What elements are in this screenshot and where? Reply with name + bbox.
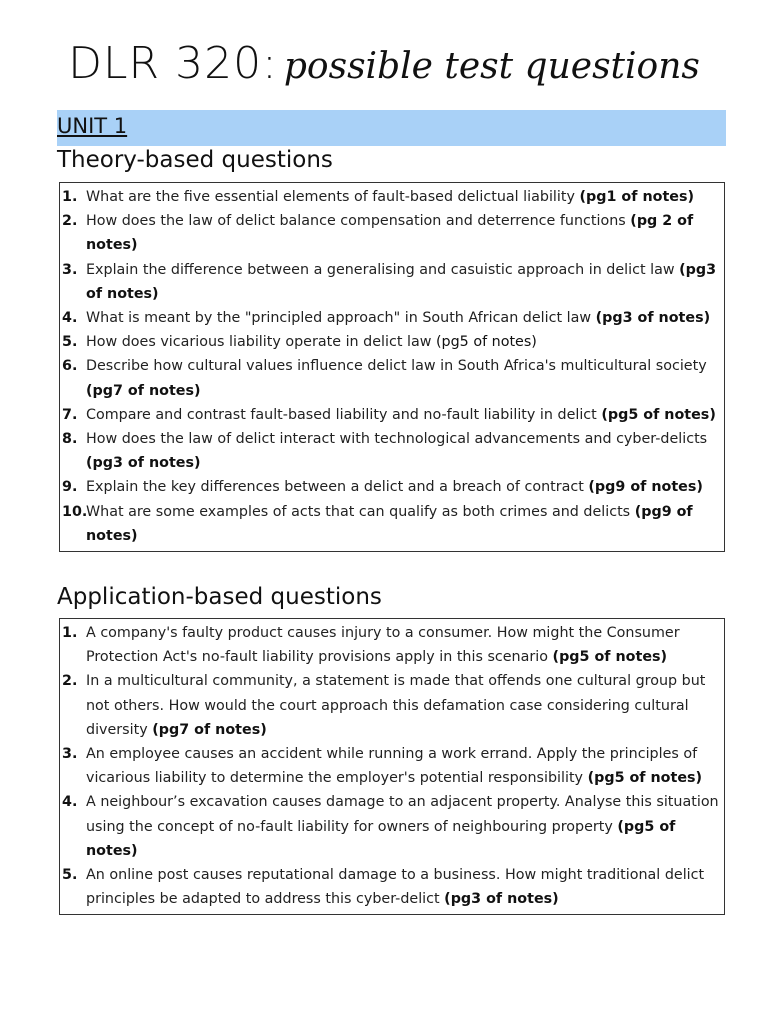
page-reference: (pg5 of notes) (552, 649, 668, 666)
item-number: 2. (62, 213, 78, 230)
page-reference: (pg5 of notes) (601, 406, 716, 423)
list-item (62, 185, 720, 209)
question-text: Explain the difference between a generalising and casuistic approach in delict law (86, 261, 680, 278)
item-number: 1. (62, 189, 78, 205)
page-reference: (pg9 of notes) (86, 503, 693, 544)
list-item (62, 863, 720, 911)
page-reference: (pg3 of notes) (444, 891, 559, 908)
item-number: 6. (62, 358, 78, 375)
question-text: What is meant by the "principled approach" in South African delict law (86, 310, 596, 327)
question-text: What are the five essential elements of fault-based delictual liability (86, 189, 580, 205)
list-item (62, 742, 720, 790)
item-number: 5. (62, 334, 78, 351)
page-reference: (pg1 of notes) (579, 189, 695, 205)
unit-label: UNIT 1 (57, 114, 128, 138)
item-number: 4. (62, 794, 78, 811)
question-text: A company's faulty product causes injury to a consumer. How might the Consumer Protection Act's no-fault liability provisions apply in this scenario (86, 625, 680, 666)
question-text: How does the law of delict balance compensation and deterrence functions (86, 213, 631, 230)
application-questions-box (59, 618, 725, 915)
question-text: An employee causes an accident while running a work errand. Apply the principles of vicarious liability to determine the employer's potential responsibility (86, 746, 698, 787)
question-text: Explain the key differences between a delict and a breach of contract (86, 479, 589, 496)
item-number: 1. (62, 625, 78, 641)
question-text: How does the law of delict interact with technological advancements and cyber-delicts (86, 431, 708, 448)
title-subtitle-script: possible test questions (283, 46, 700, 87)
page-reference: (pg 2 of notes) (86, 213, 694, 254)
page-reference: (pg5 of notes) (86, 818, 676, 859)
theory-questions-box (59, 182, 725, 552)
page-reference: (pg3 of notes) (86, 261, 717, 302)
item-number: 7. (62, 406, 78, 423)
item-number: 4. (62, 310, 78, 327)
list-item (62, 403, 720, 427)
page-reference: (pg5 of notes) (435, 334, 537, 351)
page-reference: (pg9 of notes) (588, 479, 703, 496)
application-heading: Application-based questions (57, 584, 382, 610)
question-text: Compare and contrast fault-based liability and no-fault liability in delict (86, 406, 602, 423)
theory-question-list (62, 185, 720, 548)
question-text: How does vicarious liability operate in delict law (86, 334, 436, 351)
list-item (62, 621, 720, 669)
theory-heading: Theory-based questions (57, 147, 333, 173)
unit-banner (57, 110, 726, 146)
item-number: 9. (62, 479, 78, 496)
page-title (0, 38, 768, 89)
item-number: 3. (62, 261, 78, 278)
list-item (62, 669, 720, 742)
question-text: What are some examples of acts that can qualify as both crimes and delicts (86, 503, 635, 520)
item-number: 8. (62, 431, 78, 448)
list-item (62, 354, 720, 402)
question-text: Describe how cultural values influence delict law in South Africa's multicultural society (86, 358, 707, 375)
page-reference: (pg3 of notes) (595, 310, 711, 327)
list-item (62, 330, 720, 354)
question-text: In a multicultural community, a statement is made that offends one cultural group but not others. How would the court approach this defamation case considering cultural diversity (86, 673, 706, 738)
list-item (62, 475, 720, 499)
page-reference: (pg7 of notes) (86, 382, 201, 399)
question-text: A neighbour’s excavation causes damage to an adjacent property. Analyse this situation using the concept of no-fault liability for owners of neighbouring property (86, 794, 719, 835)
page-reference: (pg3 of notes) (86, 455, 201, 472)
application-question-list (62, 621, 720, 911)
item-number: 5. (62, 867, 78, 884)
list-item (62, 209, 720, 257)
item-number: 3. (62, 746, 78, 763)
list-item (62, 790, 720, 863)
list-item (62, 427, 720, 475)
page-reference: (pg5 of notes) (587, 770, 703, 787)
page-reference: (pg7 of notes) (152, 721, 267, 738)
item-number: 2. (62, 673, 78, 690)
list-item (62, 258, 720, 306)
item-number: 10. (62, 503, 88, 520)
question-text: An online post causes reputational damage to a business. How might traditional delict principles be adapted to address this cyber-delict (86, 867, 705, 908)
list-item (62, 500, 720, 548)
course-code: DLR 320: (68, 38, 278, 89)
list-item (62, 306, 720, 330)
